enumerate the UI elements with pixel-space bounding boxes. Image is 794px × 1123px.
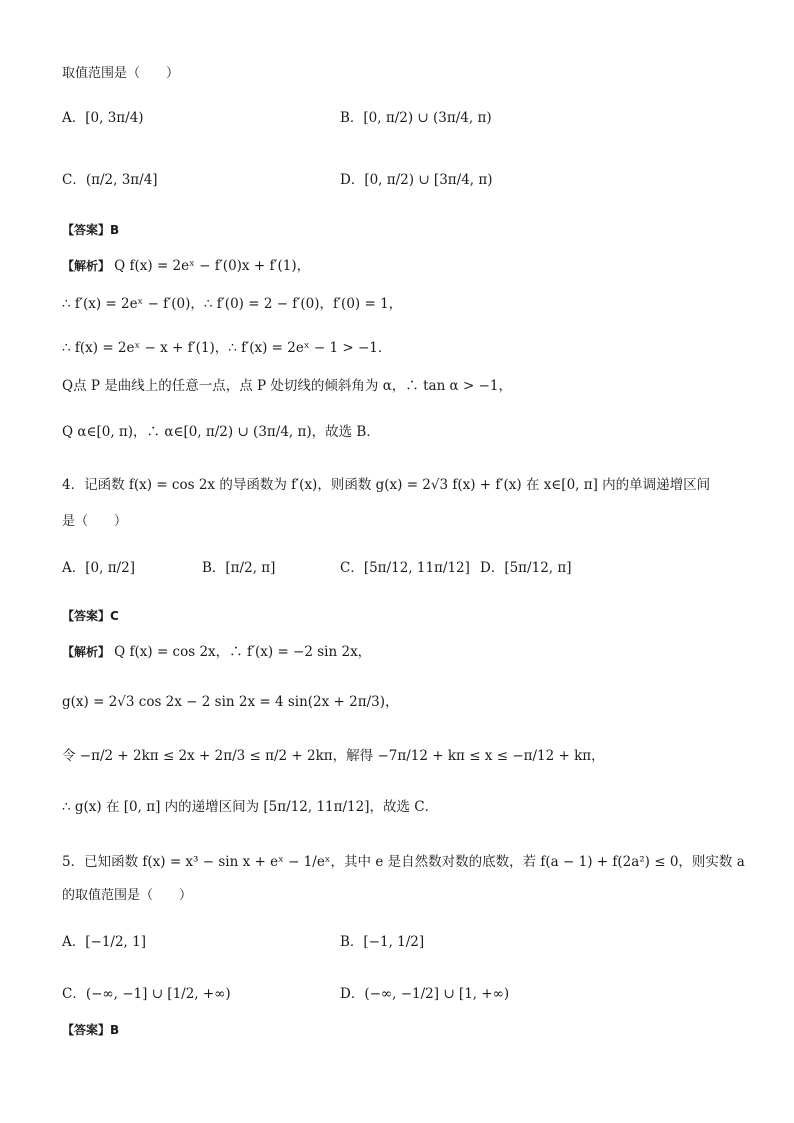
question-4-stem-cont: 是（ ） [62,514,128,529]
answer-label: 【答案】B [62,223,120,237]
answer-label: 【答案】C [62,609,119,623]
question-4-stem: 4．记函数 f(x) = cos 2x 的导函数为 f′(x)，则函数 g(x) = 2√3 f(x) + f′(x) 在 x∈[0, π] 内的单调递增区间 [62,477,711,493]
analysis-line: g(x) = 2√3 cos 2x − 2 sin 2x = 4 sin(2x + 2π/3)， [62,694,399,710]
analysis-line: ∴ f(x) = 2eˣ − x + f′(1)，∴ f′(x) = 2eˣ − 1 > −1． [62,340,392,356]
option-c: C．[5π/12, 11π/12] [340,560,470,576]
option-b: B．[−1, 1/2] [340,934,425,950]
analysis-line: 令 −π/2 + 2kπ ≤ 2x + 2π/3 ≤ π/2 + 2kπ，解得 −7π/12 + kπ ≤ x ≤ −π/12 + kπ， [62,748,605,764]
answer-label: 【答案】B [62,1023,120,1037]
question-5-stem-cont: 的取值范围是（ ） [62,888,193,903]
question-5-stem: 5．已知函数 f(x) = x³ − sin x + eˣ − 1/eˣ，其中 e 是自然数对数的底数，若 f(a − 1) + f(2a²) ≤ 0，则实数 a [62,854,745,870]
analysis-text: Q f(x) = cos 2x，∴ f′(x) = −2 sin 2x， [114,644,372,660]
analysis-label: 【解析】 [62,645,111,659]
analysis-line: ∴ g(x) 在 [0, π] 内的递增区间为 [5π/12, 11π/12]，故选 C． [62,799,439,815]
option-d: D．[5π/12, π] [480,560,572,576]
option-c: C．(−∞, −1] ∪ [1/2, +∞) [62,986,231,1002]
analysis-line: Q α∈[0, π)，∴ α∈[0, π/2) ∪ (3π/4, π)，故选 B． [62,424,380,440]
option-d: D．[0, π/2) ∪ [3π/4, π) [340,172,493,188]
question-stem-tail: 取值范围是（ ） [62,66,180,81]
analysis-text: Q f(x) = 2eˣ − f′(0)x + f′(1)， [114,258,311,274]
option-a: A．[0, 3π/4) [62,110,144,126]
option-a: A．[0, π/2] [62,560,135,576]
option-b: B．[π/2, π] [202,560,276,576]
option-b: B．[0, π/2) ∪ (3π/4, π) [340,110,492,126]
analysis-line [62,642,371,663]
analysis-line: Q点 P 是曲线上的任意一点，点 P 处切线的倾斜角为 α，∴ tan α > −1， [62,378,512,394]
analysis-label: 【解析】 [62,259,111,273]
option-c: C．(π/2, 3π/4] [62,172,158,188]
option-d: D．(−∞, −1/2] ∪ [1, +∞) [340,986,510,1002]
analysis-line [62,256,310,277]
analysis-line: ∴ f′(x) = 2eˣ − f′(0)，∴ f′(0) = 2 − f′(0)，f′(0) = 1， [62,296,403,312]
option-a: A．[−1/2, 1] [62,934,146,950]
